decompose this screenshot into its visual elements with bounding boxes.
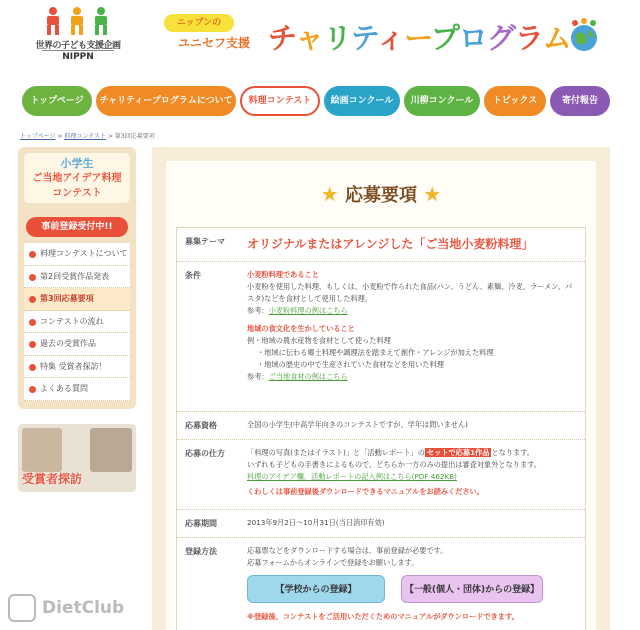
main-panel (166, 161, 596, 630)
winner-visit-label: 受賞者探訪 (22, 472, 83, 486)
main-content (152, 147, 610, 630)
sidebar-item-label: 過去の受賞作品 (40, 339, 96, 348)
general-registration-button[interactable]: 【一般(個人・団体)からの登録】 (401, 575, 543, 603)
row-label: 応募期間 (185, 519, 217, 528)
theme-value: オリジナルまたはアレンジした「ご当地小麦粉料理」 (247, 237, 534, 251)
title-char: テ (350, 21, 377, 55)
condition-1-text: 小麦粉を使用した料理、もしくは、小麦粉で作られた食品(パン、うどん、素麺、冷麦、ラーメン、パスタ)などを食材として使用した料理。 (247, 282, 573, 303)
local-ingredient-examples-link[interactable]: ご当地食材の例はこちら (268, 372, 348, 381)
row-label: 条件 (185, 271, 201, 280)
condition-2-line: ・地域に伝わる郷土料理や調理法を踏まえて創作・アレンジが加えた料理 (257, 348, 494, 357)
bullet-icon (29, 319, 36, 326)
nippn-logo[interactable] (28, 6, 128, 72)
bullet-icon (29, 274, 36, 281)
title-char: ラ (514, 21, 543, 55)
method-line: いずれも子どもの手書きによるもので、どちらか一方のみの提出は審査対象外となります。 (247, 460, 541, 469)
sidebar-item[interactable] (24, 333, 130, 356)
sidebar-menu (24, 243, 130, 401)
sidebar-title-line2: ご当地アイデア料理 (32, 173, 122, 184)
title-char: チ (268, 21, 296, 55)
nav-item[interactable]: チャリティープログラムについて (96, 86, 236, 116)
charity-program-title (268, 16, 571, 57)
row-content (247, 228, 585, 259)
page-title-text: 応募要項 (345, 185, 417, 206)
winner-visit-banner[interactable] (18, 424, 136, 492)
sidebar (18, 147, 136, 409)
breadcrumb (20, 131, 155, 140)
row-content: 2013年9月2日～10月31日(当日消印有効) (247, 518, 385, 527)
logo-tagline: 世界の子ども支援企画 (35, 41, 121, 51)
school-registration-button[interactable]: 【学校からの登録】 (247, 575, 385, 603)
row-registration (177, 538, 585, 630)
condition-1-reference (247, 305, 579, 317)
bullet-icon (29, 296, 36, 303)
badge-main-text: ユニセフ支援 (178, 36, 251, 50)
bullet-icon (29, 386, 36, 393)
guidelines-table (176, 227, 586, 630)
registration-note: ※登録後、コンテストをご活用いただくためのマニュアルがダウンロードできます。 (247, 612, 519, 621)
breadcrumb-current: 第3回応募要項 (114, 133, 155, 140)
sidebar-item[interactable] (24, 378, 130, 401)
winner-photo (22, 428, 62, 472)
bullet-icon (29, 341, 36, 348)
bullet-icon (29, 364, 36, 371)
star-icon: ★ (320, 182, 339, 206)
registration-line: 応募フォームからオンラインで登録をお願いします。 (247, 558, 419, 567)
nav-item[interactable]: トップページ (22, 86, 92, 116)
row-label: 応募の仕方 (185, 449, 225, 458)
condition-2-line: ・地域の歴史の中で生産されていた食材などを用いた料理 (257, 360, 444, 369)
logo-brand: NIPPN (62, 52, 94, 62)
row-eligibility (177, 412, 585, 440)
method-line (247, 447, 579, 459)
breadcrumb-separator: > (55, 133, 65, 140)
watermark-text: DietClub (42, 598, 125, 618)
breadcrumb-separator: > (106, 133, 115, 140)
sidebar-item[interactable] (24, 356, 130, 379)
sidebar-item[interactable] (24, 266, 130, 289)
children-icon (42, 6, 112, 36)
title-char: リ (323, 21, 351, 55)
title-char: プ (430, 21, 459, 55)
unicef-badge (150, 14, 262, 56)
reference-label: 参考： (247, 306, 269, 315)
nav-item[interactable]: 料理コンテスト (240, 86, 320, 116)
sidebar-item[interactable] (24, 243, 130, 266)
sidebar-item-label: 第3回応募要項 (40, 294, 94, 303)
globe-icon (566, 18, 602, 54)
row-content (247, 262, 585, 390)
sidebar-contest-title[interactable] (24, 153, 130, 203)
pre-registration-button[interactable]: 事前登録受付中!! (26, 217, 128, 237)
registration-buttons (247, 575, 579, 611)
row-label: 応募資格 (185, 421, 217, 430)
sidebar-item-label: よくある質問 (40, 384, 88, 393)
nav-item[interactable]: 寄付報告 (550, 86, 610, 116)
row-label: 登録方法 (185, 547, 217, 556)
reference-label: 参考： (247, 372, 269, 381)
sidebar-item[interactable] (24, 288, 130, 311)
sidebar-item-label: コンテストの流れ (40, 316, 104, 326)
bullet-icon (29, 251, 36, 258)
flour-dish-examples-link[interactable]: 小麦粉料理の例はこちら (268, 306, 348, 315)
entry-examples-pdf-link[interactable]: 料理のアイデア欄、活動レポートの記入例はこちら(PDF 462KB) (247, 472, 457, 481)
title-char: グ (486, 21, 515, 55)
sidebar-title-line3: コンテスト (52, 188, 102, 199)
title-char: ロ (458, 21, 487, 55)
title-char: ム (542, 21, 571, 55)
row-conditions (177, 262, 585, 412)
condition-2-title: 地域の食文化を生かしていること (247, 324, 355, 333)
registration-line: 応募票などをダウンロードする場合は、事前登録が必要です。 (247, 546, 448, 555)
condition-2-line: 例・地域の農水産物を食材として使った料理 (247, 336, 391, 345)
row-content (247, 440, 585, 505)
row-label: 募集テーマ (185, 237, 225, 246)
condition-2-reference (247, 371, 579, 383)
title-char: ィ (376, 21, 405, 55)
method-text: 「料理の写真(またはイラスト)」と「活動レポート」の (247, 448, 425, 457)
method-note: くわしくは事前登録後ダウンロードできるマニュアルをお読みください。 (247, 487, 484, 496)
nav-item[interactable]: トピックス (484, 86, 546, 116)
method-text: となります。 (491, 448, 534, 457)
nav-item[interactable]: 川柳コンクール (404, 86, 480, 116)
sidebar-item-label: 第2回受賞作品発表 (40, 271, 110, 281)
logo-divider (42, 50, 114, 51)
row-content (247, 538, 585, 630)
dietclub-logo-icon (8, 594, 36, 622)
winner-photo (90, 428, 132, 472)
row-content: 全国の小学生(中高学年向きのコンテストですが、学年は問いません) (247, 420, 468, 429)
row-period (177, 510, 585, 538)
star-icon: ★ (423, 182, 442, 206)
breadcrumb-home-link[interactable]: トップページ (20, 133, 56, 140)
row-method (177, 440, 585, 510)
title-char: ャ (295, 21, 324, 55)
title-char: ー (404, 21, 431, 55)
sidebar-item-label: 特集 受賞者探訪！ (40, 361, 107, 371)
dietclub-watermark (8, 594, 138, 624)
breadcrumb-contest-link[interactable]: 料理コンテスト (64, 133, 107, 140)
nav-item[interactable]: 絵画コンクール (324, 86, 400, 116)
badge-bubble: ニップンの (164, 14, 234, 32)
row-theme (177, 228, 585, 262)
condition-1-title: 小麦粉料理であること (247, 270, 319, 279)
page-title (166, 181, 596, 207)
sidebar-title-line1: 小学生 (60, 157, 94, 170)
global-nav (22, 86, 612, 118)
one-entry-highlight: セットで応募1作品 (426, 448, 490, 457)
sidebar-item-label: 料理コンテストについて (40, 249, 128, 258)
sidebar-item[interactable] (24, 311, 130, 334)
